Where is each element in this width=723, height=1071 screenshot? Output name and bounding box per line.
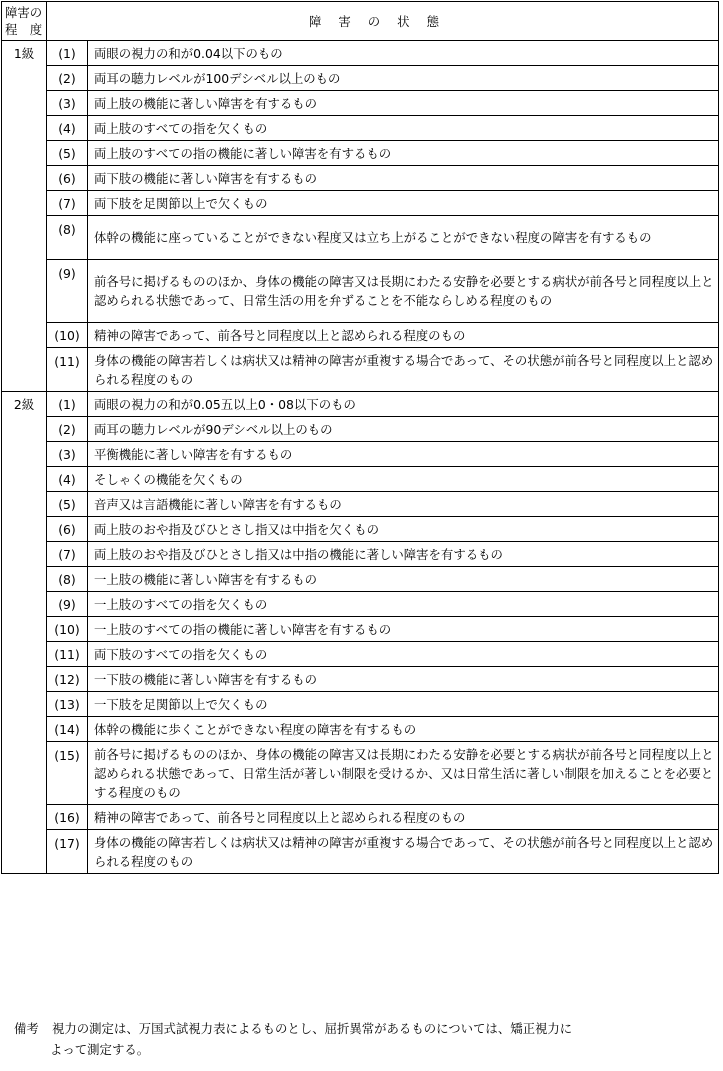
remarks-text-2: よって測定する。: [50, 1042, 150, 1057]
item-state-cell: 平衡機能に著しい障害を有するもの: [88, 442, 719, 467]
table-row: [2, 166, 719, 191]
table-row: [2, 392, 719, 417]
table-row: [2, 467, 719, 492]
item-state-cell: 一上肢の機能に著しい障害を有するもの: [88, 567, 719, 592]
remarks-line-2: [14, 1039, 719, 1060]
table-row: [2, 742, 719, 805]
table-row: [2, 717, 719, 742]
table-row: [2, 542, 719, 567]
item-number-cell: (9): [47, 592, 88, 617]
table-row: [2, 348, 719, 392]
grade-column-header: [2, 2, 47, 41]
item-state-cell: 両上肢のすべての指の機能に著しい障害を有するもの: [88, 141, 719, 166]
disability-grade-table: [1, 1, 719, 874]
remarks-note: [14, 1018, 719, 1060]
table-row: [2, 216, 719, 260]
item-number-cell: (3): [47, 91, 88, 116]
item-state-cell: 一下肢の機能に著しい障害を有するもの: [88, 667, 719, 692]
item-number-cell: (12): [47, 667, 88, 692]
item-number-cell: (2): [47, 417, 88, 442]
item-number-cell: (1): [47, 41, 88, 66]
table-row: [2, 141, 719, 166]
item-number-cell: (17): [47, 830, 88, 874]
item-state-cell: そしゃくの機能を欠くもの: [88, 467, 719, 492]
item-state-cell: 両眼の視力の和が0.04以下のもの: [88, 41, 719, 66]
table-row: [2, 692, 719, 717]
remarks-line-1: [14, 1018, 719, 1039]
table-row: [2, 191, 719, 216]
table-row: [2, 830, 719, 874]
item-state-cell: 精神の障害であって、前各号と同程度以上と認められる程度のもの: [88, 805, 719, 830]
table-body: [2, 41, 719, 874]
item-state-cell: 一上肢のすべての指の機能に著しい障害を有するもの: [88, 617, 719, 642]
item-state-cell: 両下肢を足関節以上で欠くもの: [88, 191, 719, 216]
remarks-text-1: 視力の測定は、万国式試視力表によるものとし、屈折異常があるものについては、矯正視力に: [52, 1021, 573, 1036]
table-row: [2, 617, 719, 642]
item-number-cell: (2): [47, 66, 88, 91]
grade-header-line1: 障害の: [5, 5, 43, 20]
item-state-cell: 体幹の機能に歩くことができない程度の障害を有するもの: [88, 717, 719, 742]
table-row: [2, 417, 719, 442]
table-row: [2, 517, 719, 542]
grade-cell: 1級: [2, 41, 47, 392]
table-row: [2, 91, 719, 116]
table-row: [2, 323, 719, 348]
remarks-label: 備考: [14, 1021, 39, 1036]
grade-header-line2: 程 度: [5, 22, 43, 37]
table-header-row: [2, 2, 719, 41]
item-state-cell: 両上肢の機能に著しい障害を有するもの: [88, 91, 719, 116]
table-row: [2, 592, 719, 617]
item-number-cell: (8): [47, 216, 88, 260]
item-state-cell: 一下肢を足関節以上で欠くもの: [88, 692, 719, 717]
item-state-cell: 両上肢のおや指及びひとさし指又は中指を欠くもの: [88, 517, 719, 542]
item-state-cell: 精神の障害であって、前各号と同程度以上と認められる程度のもの: [88, 323, 719, 348]
item-state-cell: 両耳の聴力レベルが100デシベル以上のもの: [88, 66, 719, 91]
table-row: [2, 667, 719, 692]
item-state-cell: 体幹の機能に座っていることができない程度又は立ち上がることができない程度の障害を有するもの: [88, 216, 719, 260]
grade-cell: 2級: [2, 392, 47, 874]
item-state-cell: 両下肢のすべての指を欠くもの: [88, 642, 719, 667]
table-row: [2, 642, 719, 667]
item-state-cell: 両上肢のおや指及びひとさし指又は中指の機能に著しい障害を有するもの: [88, 542, 719, 567]
table-row: [2, 492, 719, 517]
item-number-cell: (10): [47, 617, 88, 642]
table-row: [2, 116, 719, 141]
item-number-cell: (5): [47, 492, 88, 517]
item-state-cell: 音声又は言語機能に著しい障害を有するもの: [88, 492, 719, 517]
item-number-cell: (9): [47, 260, 88, 323]
item-state-cell: 両眼の視力の和が0.05五以上0・08以下のもの: [88, 392, 719, 417]
item-state-cell: 前各号に掲げるもののほか、身体の機能の障害又は長期にわたる安静を必要とする病状が前各号と同程度以上と認められる状態であって、日常生活の用を弁ずることを不能ならしめる程度のもの: [88, 260, 719, 323]
table-row: [2, 260, 719, 323]
item-number-cell: (4): [47, 467, 88, 492]
item-state-cell: 一上肢のすべての指を欠くもの: [88, 592, 719, 617]
item-number-cell: (15): [47, 742, 88, 805]
table-row: [2, 567, 719, 592]
table-row: [2, 805, 719, 830]
table-row: [2, 41, 719, 66]
item-number-cell: (7): [47, 191, 88, 216]
item-number-cell: (13): [47, 692, 88, 717]
item-state-cell: 前各号に掲げるもののほか、身体の機能の障害又は長期にわたる安静を必要とする病状が前各号と同程度以上と認められる状態であって、日常生活が著しい制限を受けるか、又は日常生活に著しい制限を加えることを必要とする程度のもの: [88, 742, 719, 805]
state-column-header: 障害の状態: [47, 2, 719, 41]
item-state-cell: 両耳の聴力レベルが90デシベル以上のもの: [88, 417, 719, 442]
item-number-cell: (5): [47, 141, 88, 166]
item-number-cell: (6): [47, 517, 88, 542]
item-number-cell: (10): [47, 323, 88, 348]
table-row: [2, 442, 719, 467]
item-number-cell: (6): [47, 166, 88, 191]
item-state-cell: 両上肢のすべての指を欠くもの: [88, 116, 719, 141]
item-number-cell: (3): [47, 442, 88, 467]
item-number-cell: (4): [47, 116, 88, 141]
item-number-cell: (7): [47, 542, 88, 567]
item-state-cell: 身体の機能の障害若しくは病状又は精神の障害が重複する場合であって、その状態が前各号と同程度以上と認められる程度のもの: [88, 348, 719, 392]
item-number-cell: (11): [47, 348, 88, 392]
item-number-cell: (11): [47, 642, 88, 667]
item-number-cell: (1): [47, 392, 88, 417]
table-row: [2, 66, 719, 91]
item-state-cell: 両下肢の機能に著しい障害を有するもの: [88, 166, 719, 191]
item-number-cell: (8): [47, 567, 88, 592]
item-number-cell: (14): [47, 717, 88, 742]
item-state-cell: 身体の機能の障害若しくは病状又は精神の障害が重複する場合であって、その状態が前各号と同程度以上と認められる程度のもの: [88, 830, 719, 874]
item-number-cell: (16): [47, 805, 88, 830]
